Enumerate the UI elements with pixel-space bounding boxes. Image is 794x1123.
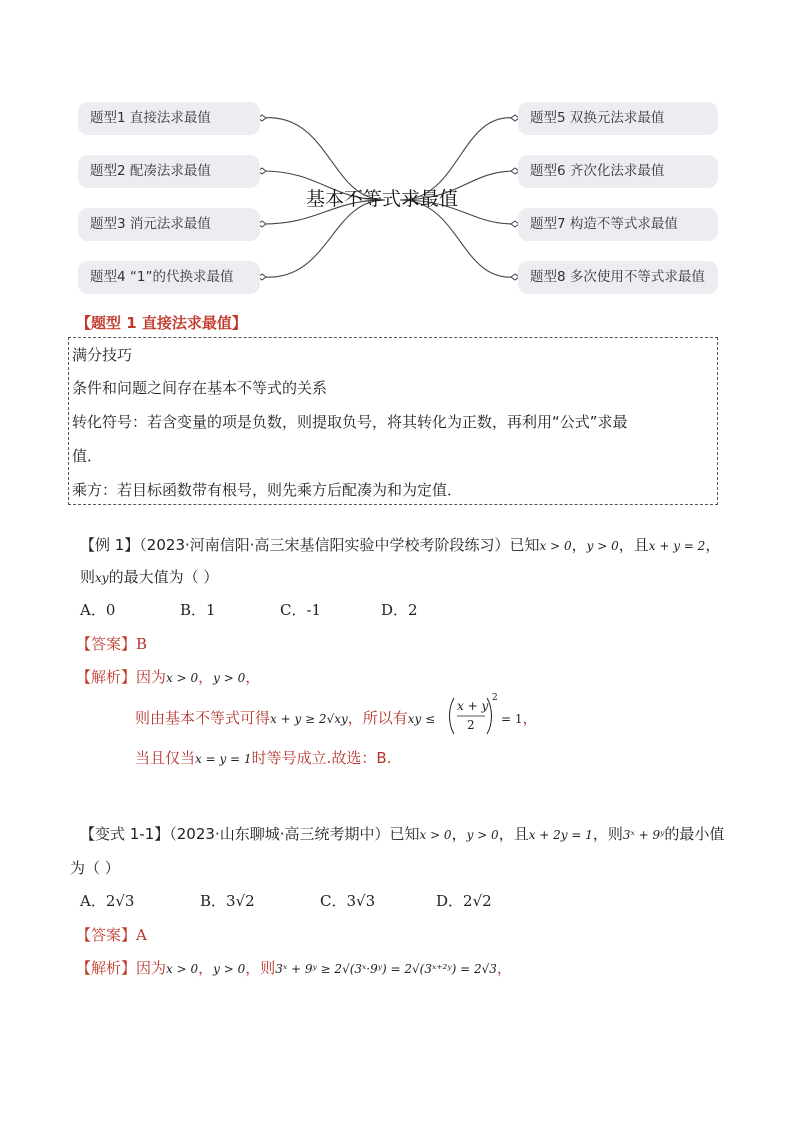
- punct: ，: [571, 536, 587, 554]
- mind-map-node-type7: 题型7 构造不等式求最值: [518, 208, 718, 241]
- fraction-numerator: x + y: [457, 699, 489, 713]
- math-xy: xy: [95, 571, 109, 585]
- mind-map-node-type3: 题型3 消元法求最值: [78, 208, 260, 241]
- answer-label: 【答案】: [76, 926, 137, 944]
- mind-map-node-type6: 题型6 齐次化法求最值: [518, 155, 718, 188]
- punct: ，且: [618, 536, 649, 554]
- example1-analysis-line2: [135, 707, 435, 728]
- math-x-positive: x > 0: [166, 962, 199, 976]
- mind-map-node-type4: 题型4 “1”的代换求最值: [78, 261, 260, 294]
- tips-line-3: 值．: [72, 447, 103, 465]
- answer-value: B: [136, 635, 148, 653]
- example1-question-line2: [80, 566, 218, 587]
- mind-map: [0, 0, 794, 310]
- math-sum-condition: x + y = 2: [648, 539, 706, 553]
- variant1-option-c: C．3√3: [320, 892, 376, 910]
- mind-map-node-type1: 题型1 直接法求最值: [78, 102, 260, 135]
- variant1-answer: [76, 924, 147, 945]
- example1-analysis-line3: [135, 747, 391, 768]
- answer-value: A: [136, 926, 147, 944]
- math-y-positive: y > 0: [213, 962, 246, 976]
- math-x-positive: x > 0: [166, 671, 199, 685]
- question-text: 的最大值为（ ）: [108, 568, 219, 586]
- example1-option-b: B．1: [180, 601, 216, 619]
- punct: ，且: [498, 825, 529, 843]
- tips-heading: 满分技巧: [72, 346, 133, 364]
- exponent: 2: [492, 693, 498, 703]
- example1-question-prefix: 【例 1】（2023·河南信阳·高三宋基信阳实验中学校考阶段练习）已知: [80, 536, 540, 554]
- math-equals-one: = 1: [501, 712, 523, 726]
- analysis-text: ，所以有: [347, 709, 408, 727]
- variant1-analysis-line1: [76, 957, 512, 978]
- tips-line-4: 乘方：若目标函数带有根号，则先乘方后配凑为和为定值．: [72, 481, 463, 499]
- math-inequality: x + y ≥ 2√xy: [270, 712, 348, 726]
- variant1-question-line1: [80, 823, 724, 844]
- math-expression: 3ˣ + 9ʸ: [622, 828, 665, 842]
- example1-answer: [76, 633, 147, 654]
- punct: ，则: [592, 825, 623, 843]
- mind-map-node-type8: 题型8 多次使用不等式求最值: [518, 261, 718, 294]
- analysis-label: 【解析】: [76, 959, 137, 977]
- mind-map-node-type5: 题型5 双换元法求最值: [518, 102, 718, 135]
- analysis-text: 因为: [136, 668, 167, 686]
- math-y-positive: y > 0: [586, 539, 619, 553]
- example1-analysis-line2-end: [501, 707, 538, 728]
- variant1-option-d: D．2√2: [436, 892, 492, 910]
- analysis-label: 【解析】: [76, 668, 137, 686]
- analysis-text: 则由基本不等式可得: [135, 709, 271, 727]
- punct: ，: [705, 536, 721, 554]
- punct: ，: [198, 959, 214, 977]
- analysis-text: 当且仅当: [135, 749, 196, 767]
- math-fraction-squared: [447, 693, 498, 736]
- math-x-positive: x > 0: [539, 539, 572, 553]
- example1-option-c: C．-1: [280, 601, 322, 619]
- example1-option-d: D．2: [381, 601, 418, 619]
- question-text: 则: [80, 568, 96, 586]
- example1-analysis-line1: [76, 666, 260, 687]
- analysis-text: 因为: [136, 959, 167, 977]
- math-y-positive: y > 0: [213, 671, 246, 685]
- question-text: 的最小值: [664, 825, 725, 843]
- analysis-text: 时等号成立.故选：B.: [251, 749, 392, 767]
- punct: ，: [198, 668, 214, 686]
- math-xy-le: xy ≤: [407, 712, 436, 726]
- punct: ，: [245, 668, 261, 686]
- section-title: 【题型 1 直接法求最值】: [76, 314, 247, 332]
- punct: ，: [496, 959, 512, 977]
- tips-line-1: 条件和问题之间存在基本不等式的关系: [72, 379, 328, 397]
- punct: ，: [522, 709, 538, 727]
- variant1-option-a: A．2√3: [80, 892, 135, 910]
- math-x-positive: x > 0: [419, 828, 452, 842]
- variant-question-prefix: 【变式 1-1】（2023·山东聊城·高三统考期中）已知: [80, 825, 420, 843]
- analysis-text: ，则: [245, 959, 276, 977]
- variant1-question-line2: 为（ ）: [70, 859, 120, 877]
- example1-option-a: A．0: [80, 601, 116, 619]
- mind-map-node-type2: 题型2 配凑法求最值: [78, 155, 260, 188]
- math-condition: x + 2y = 1: [528, 828, 593, 842]
- punct: ，: [451, 825, 467, 843]
- tips-line-2: 转化符号：若含变量的项是负数，则提取负号，将其转化为正数，再利用“公式”求最: [72, 413, 628, 431]
- variant1-option-b: B．3√2: [200, 892, 255, 910]
- math-equality-condition: x = y = 1: [195, 752, 252, 766]
- example1-question-line1: [80, 534, 720, 555]
- math-y-positive: y > 0: [466, 828, 499, 842]
- fraction-denominator: 2: [467, 718, 475, 732]
- math-inequality-chain: 3ˣ + 9ʸ ≥ 2√(3ˣ·9ʸ) = 2√(3ˣ⁺²ʸ) = 2√3: [275, 962, 497, 976]
- answer-label: 【答案】: [76, 635, 137, 653]
- mind-map-center-title: 基本不等式求最值: [306, 188, 459, 210]
